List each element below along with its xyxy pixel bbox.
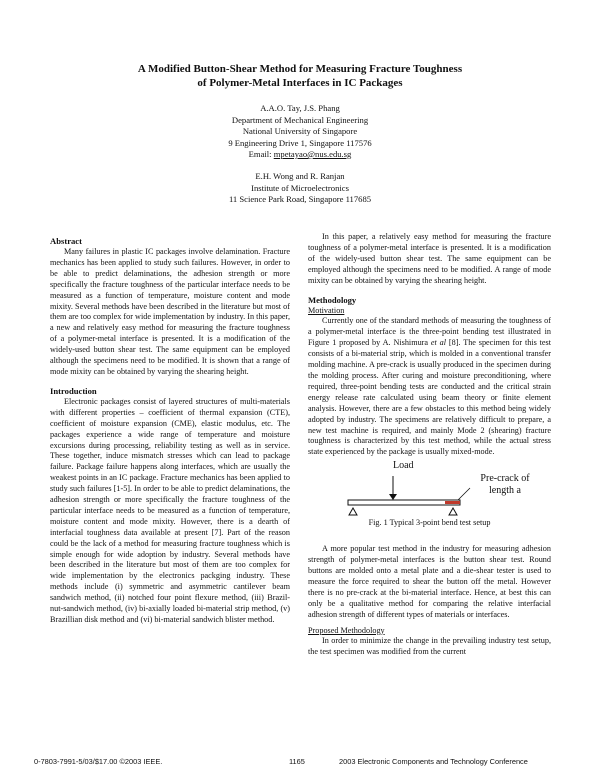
load-arrow-head	[389, 494, 397, 500]
introduction-heading: Introduction	[50, 385, 97, 396]
footer-copyright: 0-7803-7991-5/03/$17.00 ©2003 IEEE.	[34, 757, 163, 766]
left-support-icon	[349, 508, 357, 515]
author-block-1	[0, 103, 600, 161]
popular-method-text: A more popular test method in the industry for measuring adhesion strength of polymer-metal interfaces is the button shear test. Round buttons are molded onto a metal plate and a die-shear tester is used to measure the force required to shear the button off the metal. However there is no pre-crack at the bi-material interface. Hence, at best this can only be a qualitative method for comparing the relative interfacial adhesion strength of different types of materials or interfaces.	[308, 544, 551, 619]
title-line-1: A Modified Button-Shear Method for Measuring Fracture Toughness	[137, 63, 463, 75]
abstract-heading: Abstract	[50, 236, 82, 246]
left-column	[50, 236, 290, 626]
right-intro-text: In this paper, a relatively easy method for measuring the fracture toughness of a polymer-metal interface is presented. It is a modification of the widely-used button shear test. The same equipment can be employed although the specimens need to be modified. A range of mode mixity can be obtained by varying the shearing height.	[308, 232, 551, 285]
email-label: Email:	[248, 149, 274, 159]
crack-label-line-2: length a	[489, 485, 521, 497]
motivation-text-b: [8]. The specimen for this test consists of a bi-material strip, which is molded in a conventional transfer molding machine. A pre-crack is usually produced in the specimen during the molding process. After curing and moisture preconditioning, where required, three-point bending tests are conducted and the critical strain energy release rate calculated using beam theory or finite element analysis. However, there are a few obstacles to this method being widely adopted by industry. The specimens are relatively difficult to prepare, a new test machine is required, and mainly Mode 2 (shearing) fracture toughness is characterized by this test method, while the actual stress state experienced by the package is usually mixed-mode.	[308, 338, 552, 457]
motivation-etal: et al	[430, 338, 447, 348]
footer-conference: 2003 Electronic Components and Technology Conference	[339, 757, 528, 766]
author-univ: National University of Singapore	[242, 126, 358, 136]
paper-title	[0, 62, 600, 90]
title-line-2: of Polymer-Metal Interfaces in IC Packages	[197, 77, 403, 89]
introduction-text: Electronic packages consist of layered structures of multi-materials with different properties – coefficient of thermal expansion (CTE), coefficient of moisture expansion (CME), elastic modulus, etc. The packages experience a wide range of temperature and moisture excursions during processing, reliability testing as well as in service. These together, induce mismatch stresses which can lead to package failure. Package failure happens along interfaces, which are usually the weakest points in an IC package. Fracture mechanics has been applied to study such failures [1-5]. In order to be able to predict delaminations, the adhesion strength or more specifically the fracture toughness of the particular interface needs to be measured as a function of temperature, moisture content and mode mixity. However, there is a dearth of interfacial toughness data available at present [7]. Part of the reason could be the lack of a method for measuring fracture toughness which is simple enough for wide adoption by industry. Several methods have been described in the literature but most of them are too complex for wide implementation by the electronics packging industry. These methods include (i) symmetric and asymmetric cantilever beam sandwich method, (ii) notched four point flexure method, (iii) Brazil-nut-sandwich method, (iv) bi-axially loaded bi-material strip method, (v) Brazillian disk method and (vi) bi-material sandwich blister method.	[50, 396, 290, 624]
author-names-2: E.H. Wong and R. Ranjan	[255, 171, 345, 181]
figure-1	[308, 458, 551, 538]
figure-caption: Fig. 1 Typical 3-point bend test setup	[368, 518, 491, 528]
author-address-2: 11 Science Park Road, Singapore 117685	[228, 194, 372, 204]
author-address-1: 9 Engineering Drive 1, Singapore 117576	[228, 137, 372, 148]
author-block-2	[0, 171, 600, 206]
motivation-heading: Motivation	[308, 305, 345, 315]
specimen-strip	[348, 500, 460, 505]
crack-label	[465, 473, 545, 497]
right-column	[308, 232, 551, 658]
proposed-methodology-text: In order to minimize the change in the prevailing industry test setup, the test specimen was modified from the current	[308, 636, 551, 657]
author-names-1: A.A.O. Tay, J.S. Phang	[260, 103, 340, 113]
email-link[interactable]: mpetayao@nus.edu.sg	[273, 149, 352, 159]
motivation-text-a: Currently one of the standard methods of measuring the toughness of a polymer-metal interface is the three-point bending test illustrated in Figure 1 proposed by A. Nishimura	[308, 316, 551, 348]
right-support-icon	[449, 508, 457, 515]
load-label: Load	[393, 460, 414, 472]
motivation-text	[308, 316, 551, 458]
author-institute: Institute of Microelectronics	[251, 182, 349, 193]
abstract-text: Many failures in plastic IC packages involve delamination. Fracture mechanics has been applied to study such failures. However, in order to be able to predict delaminations, the adhesion strength or more specifically the fracture toughness of the particular interface needs to be measured as a function of temperature, moisture content and mode mixity. Several methods have been described in the literature but most of them are too complex for wide implementation by industry. In this paper, a new and relatively easy method for measuring the fracture toughness of a polymer-metal interface is presented. It is a modification of the widely-used button shear test. The same equipment can be employed although the specimens need to be modified. It is shown that a range of mode mixity can be obtained by varying the shearing height.	[50, 247, 290, 376]
pre-crack-mark	[445, 501, 460, 504]
crack-label-line-1: Pre-crack of	[480, 473, 530, 485]
author-email-line	[0, 149, 600, 161]
footer-page-number: 1165	[289, 757, 305, 766]
author-dept: Department of Mechanical Engineering	[231, 114, 369, 125]
methodology-heading: Methodology	[308, 294, 357, 305]
proposed-methodology-heading: Proposed Methodology	[308, 625, 385, 635]
